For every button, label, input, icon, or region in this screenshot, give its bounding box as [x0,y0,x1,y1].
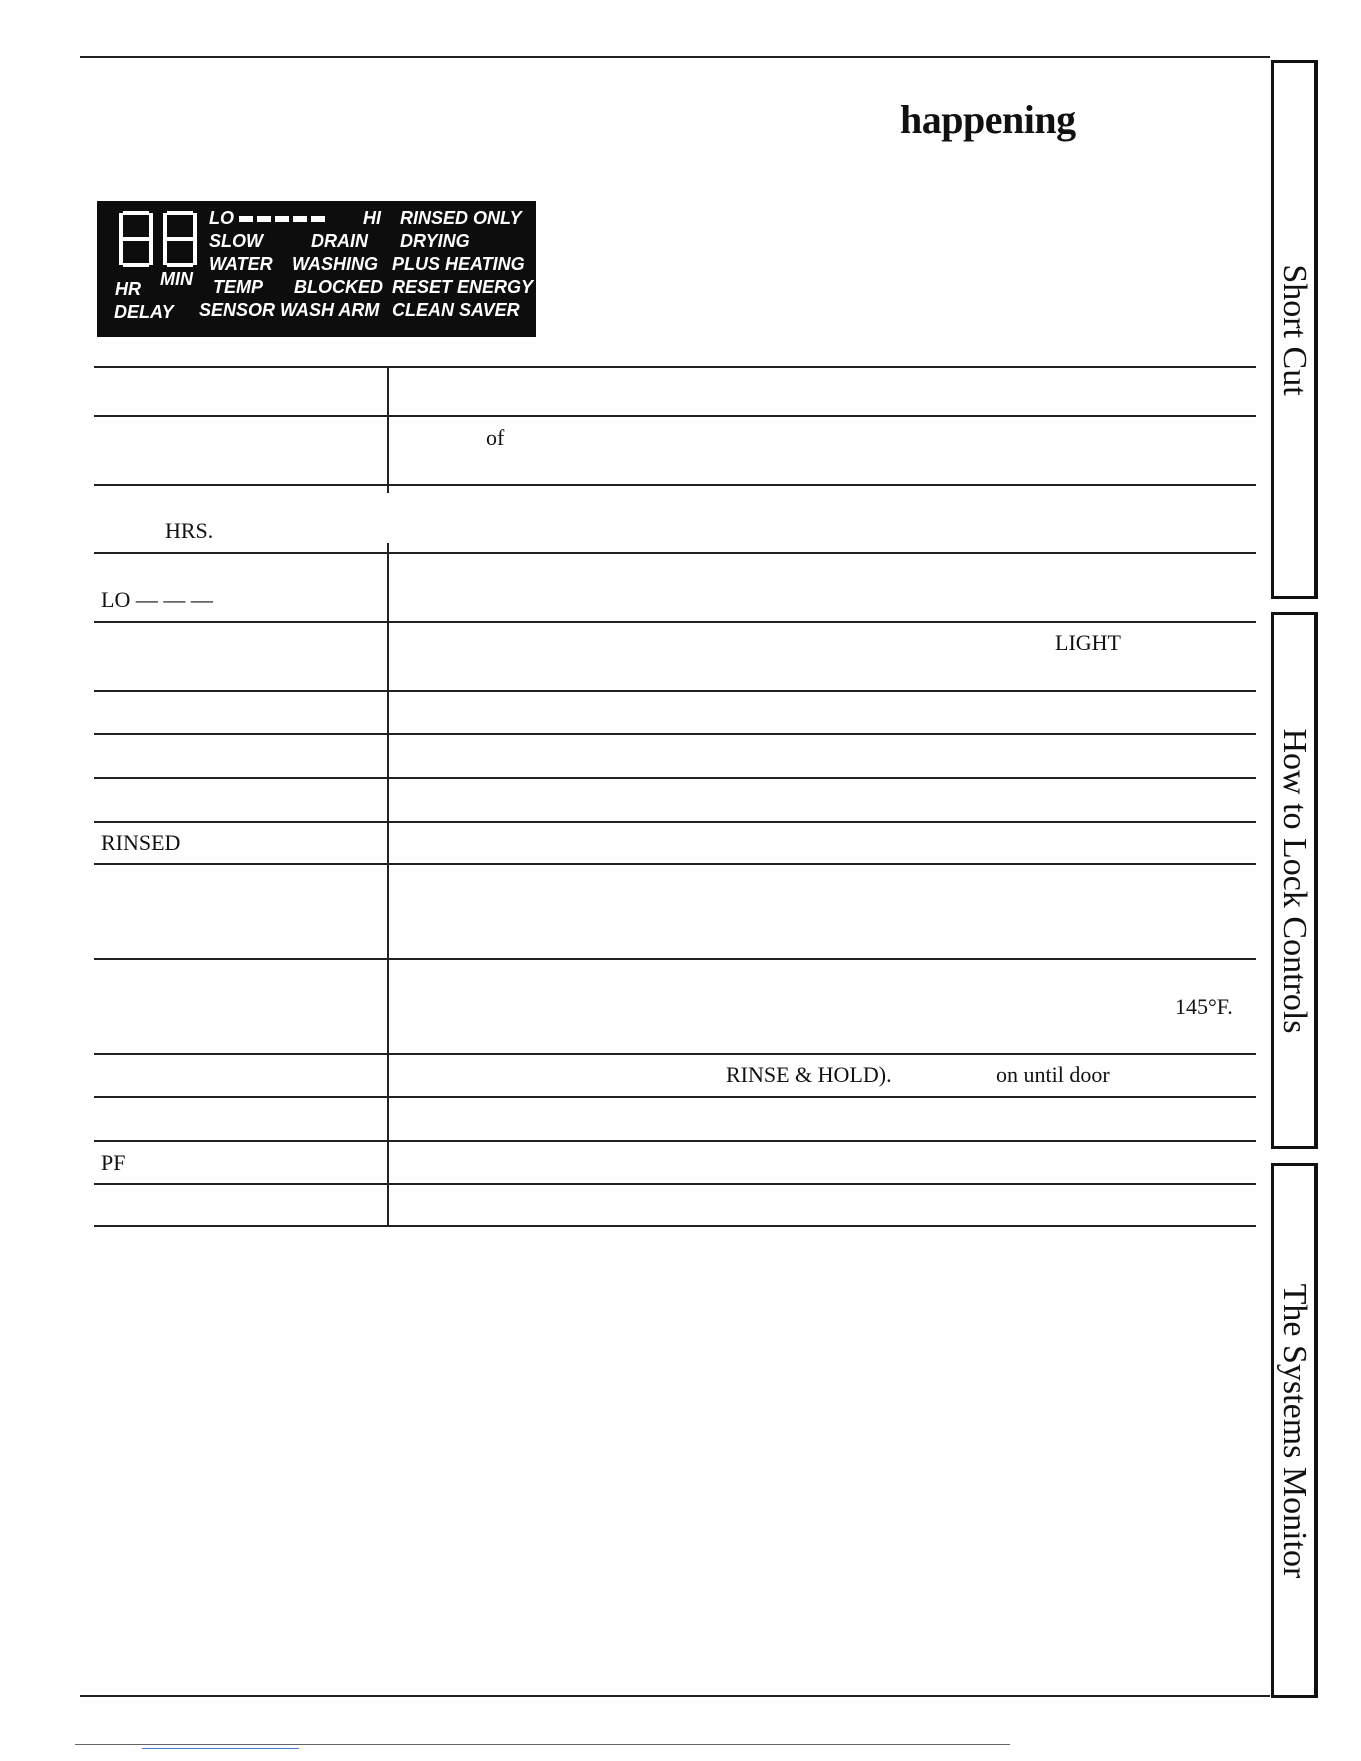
seven-segment-digit [163,211,197,267]
panel-rinsed-only: RINSED ONLY [400,208,522,228]
seven-segment-digit [119,211,153,267]
panel-hi: HI [363,208,381,228]
table-label-pf: PF [101,1150,126,1175]
table-rule [94,484,1256,486]
panel-plus-heating: PLUS HEATING [392,254,525,274]
panel-wash-arm: WASH ARM [280,300,380,320]
table-desc-rinse-hold: RINSE & HOLD). [726,1062,892,1087]
page-heading: happening [900,97,1076,142]
top-rule [80,56,1270,58]
table-label-lo: LO — — — [101,587,213,612]
table-rule [94,1096,1256,1098]
panel-slow: SLOW [209,231,263,251]
side-tab-label: The Systems Monitor [1276,1283,1313,1578]
table-rule [94,1053,1256,1055]
side-tab-label: How to Lock Controls [1276,727,1313,1034]
table-label-rinsed: RINSED [101,830,181,855]
panel-washing: WASHING [292,254,379,274]
table-rule [94,690,1256,692]
table-rule [94,777,1256,779]
table-desc-until-door: on until door [996,1062,1110,1087]
table-rule [94,733,1256,735]
table-rule [94,1183,1256,1185]
panel-hr: HR [115,279,141,299]
table-rule [94,821,1256,823]
table-rule [94,863,1256,865]
table-column-divider [387,366,389,493]
panel-clean-saver: CLEAN SAVER [392,300,520,320]
table-rule [94,366,1256,368]
panel-temp: TEMP [213,277,264,297]
table-rule [94,552,1256,554]
footer-link-underline [142,1748,299,1749]
footer-rule [75,1744,1010,1745]
table-rule [94,1225,1256,1227]
table-column-divider [387,543,389,1226]
table-desc-145f: 145°F. [1175,994,1233,1019]
panel-drying: DRYING [400,231,470,251]
table-rule [94,415,1256,417]
table-label-hrs: HRS. [165,518,214,543]
panel-min: MIN [160,269,193,289]
panel-reset-energy: RESET ENERGY [392,277,534,297]
panel-blocked: BLOCKED [294,277,383,297]
panel-sensor: SENSOR [199,300,276,320]
panel-water: WATER [209,254,273,274]
bottom-rule [80,1695,1270,1697]
table-rule [94,958,1256,960]
table-desc-light: LIGHT [1055,630,1121,655]
table-desc-of: of [486,425,505,450]
panel-drain: DRAIN [311,231,368,251]
side-tab-label: Short Cut [1276,263,1313,396]
panel-lo: LO [209,208,234,228]
table-rule [94,621,1256,623]
level-bar [237,208,327,229]
side-tab-how-to-lock-controls[interactable] [1271,612,1318,1149]
table-rule [94,1140,1256,1142]
side-tab-short-cut[interactable] [1271,60,1318,599]
display-panel [97,201,536,337]
panel-delay: DELAY [114,302,174,322]
side-tab-the-systems-monitor[interactable] [1271,1163,1318,1698]
